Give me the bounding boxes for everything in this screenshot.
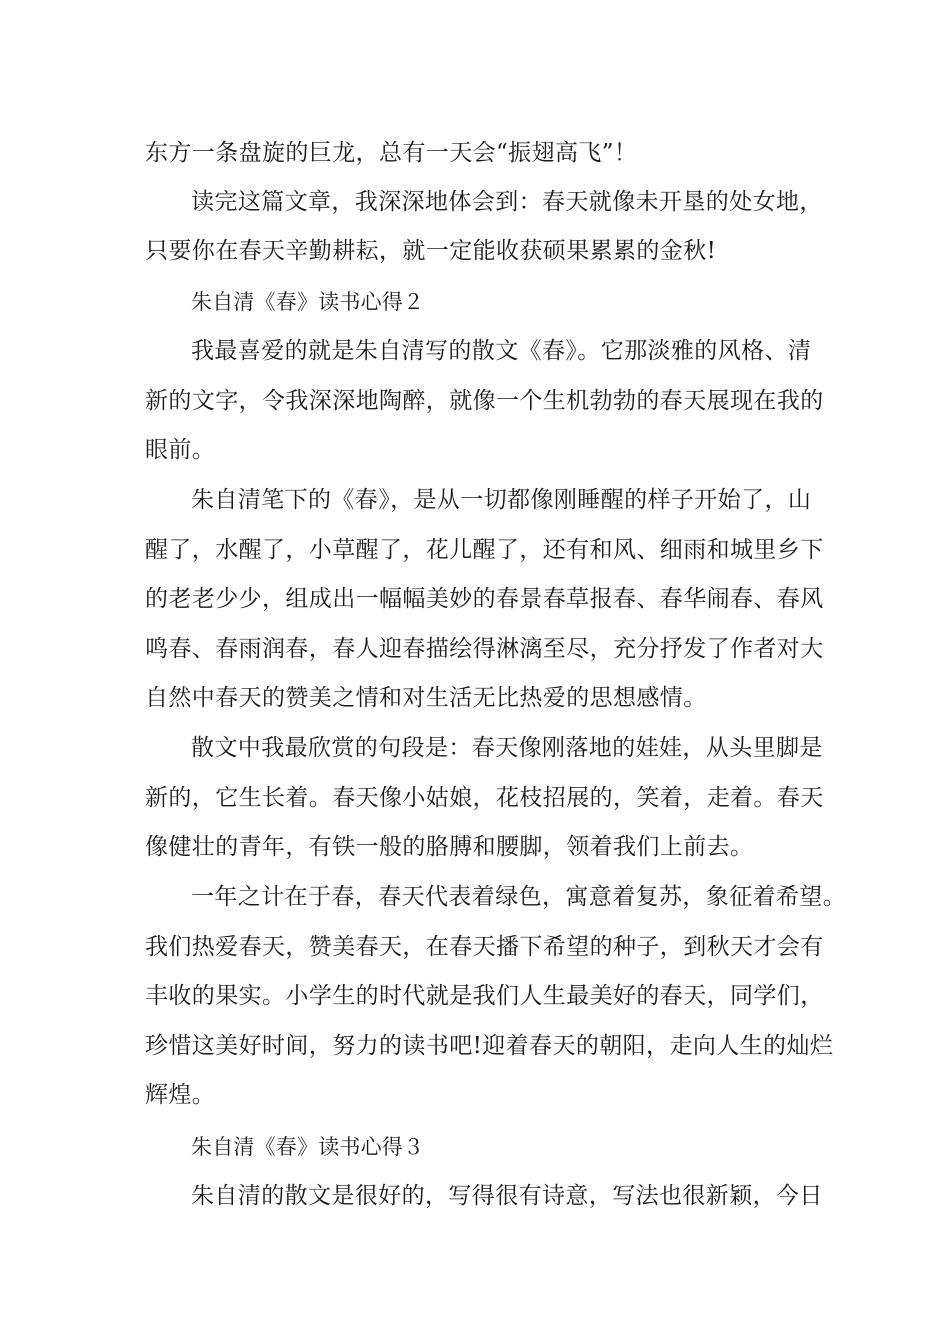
text-line: 自然中春天的赞美之情和对生活无比热爱的思想感情。 bbox=[145, 685, 707, 711]
text-line: 新的文字，令我深深地陶醉，就像一个生机勃勃的春天展现在我的 bbox=[145, 388, 824, 414]
text-line: 鸣春、春雨润春，春人迎春描绘得淋漓至尽，充分抒发了作者对大 bbox=[145, 636, 824, 662]
text-line: 辉煌。 bbox=[145, 1082, 216, 1108]
section-heading: 朱自清《春》读书心得２ bbox=[191, 290, 425, 314]
text-line: 像健壮的青年，有铁一般的胳膊和腰脚，领着我们上前去。 bbox=[145, 834, 754, 860]
paragraph-first-line: 朱自清笔下的《春》，是从一切都像刚睡醒的样子开始了，山 bbox=[191, 487, 812, 513]
text-line: 丰收的果实。小学生的时代就是我们人生最美好的春天，同学们， bbox=[145, 983, 824, 1009]
paragraph-first-line: 一年之计在于春，春天代表着绿色，寓意着复苏，象征着希望。 bbox=[191, 884, 847, 910]
text-line: 的老老少少，组成出一幅幅美妙的春景春草报春、春华闹春、春风 bbox=[145, 586, 824, 612]
paragraph-first-line: 散文中我最欣赏的句段是：春天像刚落地的娃娃，从头里脚是 bbox=[191, 735, 823, 761]
text-line: 东方一条盘旋的巨龙，总有一天会“振翅高飞”！ bbox=[145, 140, 638, 166]
paragraph-first-line: 我最喜爱的就是朱自清写的散文《春》。它那淡雅的风格、清 bbox=[191, 338, 812, 364]
text-line: 珍惜这美好时间，努力的读书吧!迎着春天的朝阳，走向人生的灿烂 bbox=[145, 1033, 834, 1059]
text-line: 只要你在春天辛勤耕耘，就一定能收获硕果累累的金秋! bbox=[145, 238, 717, 264]
paragraph-first-line: 朱自清的散文是很好的，写得很有诗意，写法也很新颖，今日 bbox=[191, 1183, 823, 1209]
paragraph-first-line: 读完这篇文章，我深深地体会到：春天就像未开垦的处女地， bbox=[191, 189, 823, 215]
text-line: 眼前。 bbox=[145, 437, 216, 463]
text-line: 新的，它生长着。春天像小姑娘，花枝招展的，笑着，走着。春天 bbox=[145, 785, 824, 811]
text-line: 醒了，水醒了，小草醒了，花儿醒了，还有和风、细雨和城里乡下 bbox=[145, 537, 824, 563]
text-line: 我们热爱春天，赞美春天，在春天播下希望的种子，到秋天才会有 bbox=[145, 934, 824, 960]
section-heading: 朱自清《春》读书心得３ bbox=[191, 1135, 425, 1159]
